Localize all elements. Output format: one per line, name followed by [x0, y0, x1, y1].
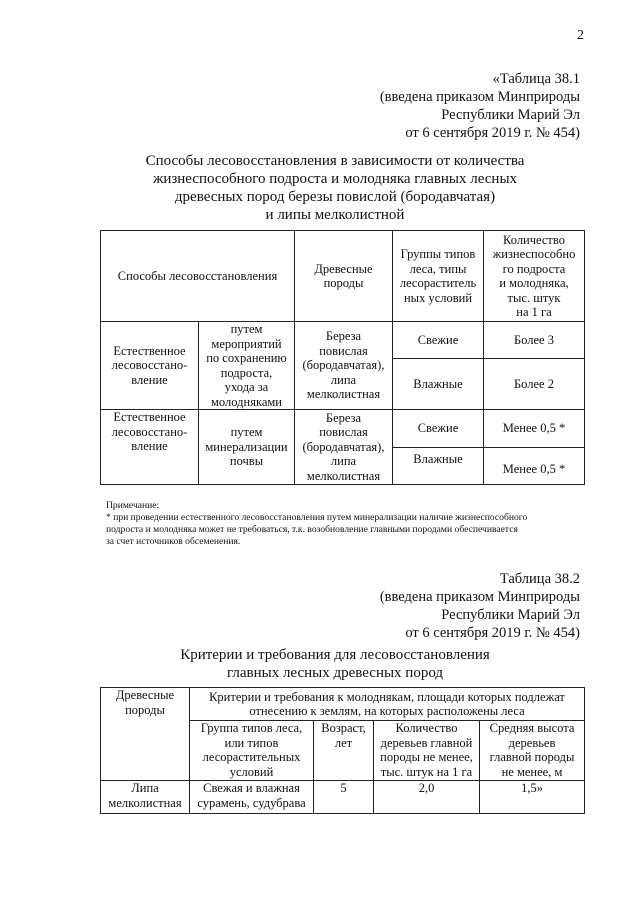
col-groups [393, 231, 484, 322]
cell-line: по сохранению [206, 351, 287, 365]
cell-line: условий [229, 764, 274, 779]
cell-line: Береза [325, 329, 362, 344]
title-line: древесных пород березы повислой (бородавчатая) [174, 189, 496, 205]
cell-species [295, 410, 393, 485]
cell-line: ухода за [224, 380, 269, 394]
cell-line: лесорастительных [202, 750, 301, 764]
cell-line: (бородавчатая), [302, 439, 385, 454]
cell-line: Свежая и влажная [203, 781, 300, 795]
cell-line: Средняя высота [489, 721, 575, 735]
table2-header [300, 570, 580, 642]
cell-line: повислая [319, 343, 368, 358]
title-line: Критерии и требования для лесовосстановления [180, 647, 490, 663]
table-38-2 [100, 687, 585, 814]
cell-quantity: Более 2 [484, 359, 585, 410]
cell-group: Влажные [393, 359, 484, 410]
note-line: за счет источников обсеменения. [106, 536, 241, 547]
col-species: Древесные породы [295, 231, 393, 322]
note-line: подроста и молодняка может не требоваться, т.к. возобновление главными породами обеспечивается [106, 524, 518, 535]
cell-line: отнесению к землям, на которых расположены леса [249, 704, 525, 718]
cell-line: тыс. штук [507, 290, 561, 305]
title-line: жизнеспособного подроста и молодняка главных лесных [152, 171, 518, 187]
table-row [101, 410, 585, 448]
col-age [314, 721, 374, 781]
cell-line: молодняками [211, 394, 282, 409]
cell-line: вление [131, 372, 168, 387]
cell-line: мелколистная [306, 468, 381, 483]
title-line: Способы лесовосстановления в зависимости от количества [145, 153, 525, 169]
cell-group [190, 781, 314, 814]
table1-header [300, 70, 580, 142]
cell-line: лет [334, 735, 353, 750]
table-header-row [101, 688, 585, 721]
cell-line: главной породы [489, 750, 575, 764]
table1-title [60, 152, 610, 224]
table-row [101, 322, 585, 359]
title-line: и липы мелколистной [265, 207, 405, 223]
header-line: от 6 сентября 2019 г. № 454) [405, 625, 580, 641]
header-line: «Таблица 38.1 [492, 71, 580, 87]
note-line: Примечание: [106, 500, 160, 511]
cell-line: или типов [224, 735, 279, 750]
cell-count: 2,0 [374, 781, 480, 814]
cell-line: мелколистная [306, 387, 381, 402]
cell-submethod [199, 322, 295, 410]
cell-group: Влажные [393, 448, 484, 485]
cell-line: ных условий [403, 290, 473, 305]
cell-line: деревьев главной [380, 735, 473, 750]
header-line: Республики Марий Эл [441, 607, 580, 623]
cell-line: лесовосстано- [111, 358, 188, 373]
cell-line: го подроста [502, 261, 566, 276]
cell-line: путем [230, 425, 263, 440]
cell-line: путем [230, 322, 263, 336]
cell-group: Свежие [393, 322, 484, 359]
cell-line: тыс. штук на 1 га [380, 764, 473, 779]
cell-line: породы не менее, [380, 750, 473, 764]
header-line: (введена приказом Минприроды [379, 89, 580, 105]
col-quantity [484, 231, 585, 322]
cell-line: и молодняка, [499, 276, 569, 290]
title-line: главных лесных древесных пород [226, 665, 444, 681]
cell-line: Липа [131, 781, 159, 795]
cell-line: минерализации [205, 439, 288, 454]
cell-line: породы [125, 702, 165, 717]
cell-line: леса, типы [409, 261, 467, 276]
cell-line: Древесные [115, 688, 175, 702]
cell-line: жизнеспособно [492, 247, 576, 261]
cell-age: 5 [314, 781, 374, 814]
cell-line: повислая [319, 425, 368, 440]
header-line: от 6 сентября 2019 г. № 454) [405, 125, 580, 141]
table-row [101, 781, 585, 814]
cell-line: Возраст, [321, 721, 366, 735]
cell-line: мелколистная [108, 795, 182, 810]
cell-line: Естественное [113, 410, 186, 424]
cell-line: мероприятий [211, 336, 282, 351]
table-header-row [101, 231, 585, 322]
cell-line: Количество [395, 721, 458, 735]
cell-line: подроста, [220, 365, 273, 380]
header-line: Таблица 38.2 [499, 571, 580, 587]
table1-note [106, 500, 586, 548]
cell-line: лесовосстано- [111, 424, 188, 439]
cell-method [101, 410, 199, 485]
cell-line: сурамень, судубрава [197, 795, 306, 810]
cell-line: липа [330, 372, 357, 387]
col-count [374, 721, 480, 781]
table-38-1 [100, 230, 585, 485]
cell-line: вление [131, 439, 168, 453]
col-height [480, 721, 585, 781]
col-criteria [190, 688, 585, 721]
cell-line: Группы типов [400, 247, 476, 261]
cell-quantity: Менее 0,5 * [484, 410, 585, 448]
note-line: * при проведении естественного лесовосстановления путем минерализации наличие жизнеспособного [106, 512, 528, 523]
page-number: 2 [577, 28, 584, 43]
cell-quantity: Менее 0,5 * [484, 448, 585, 485]
col-species [101, 688, 190, 781]
cell-method [101, 322, 199, 410]
header-line: Республики Марий Эл [441, 107, 580, 123]
cell-line: (бородавчатая), [302, 358, 385, 373]
cell-line: лесораститель [399, 276, 477, 290]
cell-group: Свежие [393, 410, 484, 448]
cell-line: деревьев [508, 735, 556, 750]
cell-line: Критерии и требования к молоднякам, площади которых подлежат [209, 689, 565, 704]
cell-line: Группа типов леса, [200, 721, 303, 735]
cell-submethod [199, 410, 295, 485]
cell-species [101, 781, 190, 814]
cell-line: Береза [325, 410, 362, 425]
header-line: (введена приказом Минприроды [379, 589, 580, 605]
col-group [190, 721, 314, 781]
cell-line: на 1 га [516, 305, 552, 319]
table2-title [60, 646, 610, 682]
cell-quantity: Более 3 [484, 322, 585, 359]
cell-height: 1,5» [480, 781, 585, 814]
cell-line: Количество [503, 232, 565, 247]
col-methods: Способы лесовосстановления [101, 231, 295, 322]
cell-line: почвы [229, 454, 264, 469]
cell-line: липа [330, 454, 357, 469]
cell-line: не менее, м [501, 764, 563, 779]
cell-species [295, 322, 393, 410]
cell-line: Естественное [113, 343, 186, 358]
